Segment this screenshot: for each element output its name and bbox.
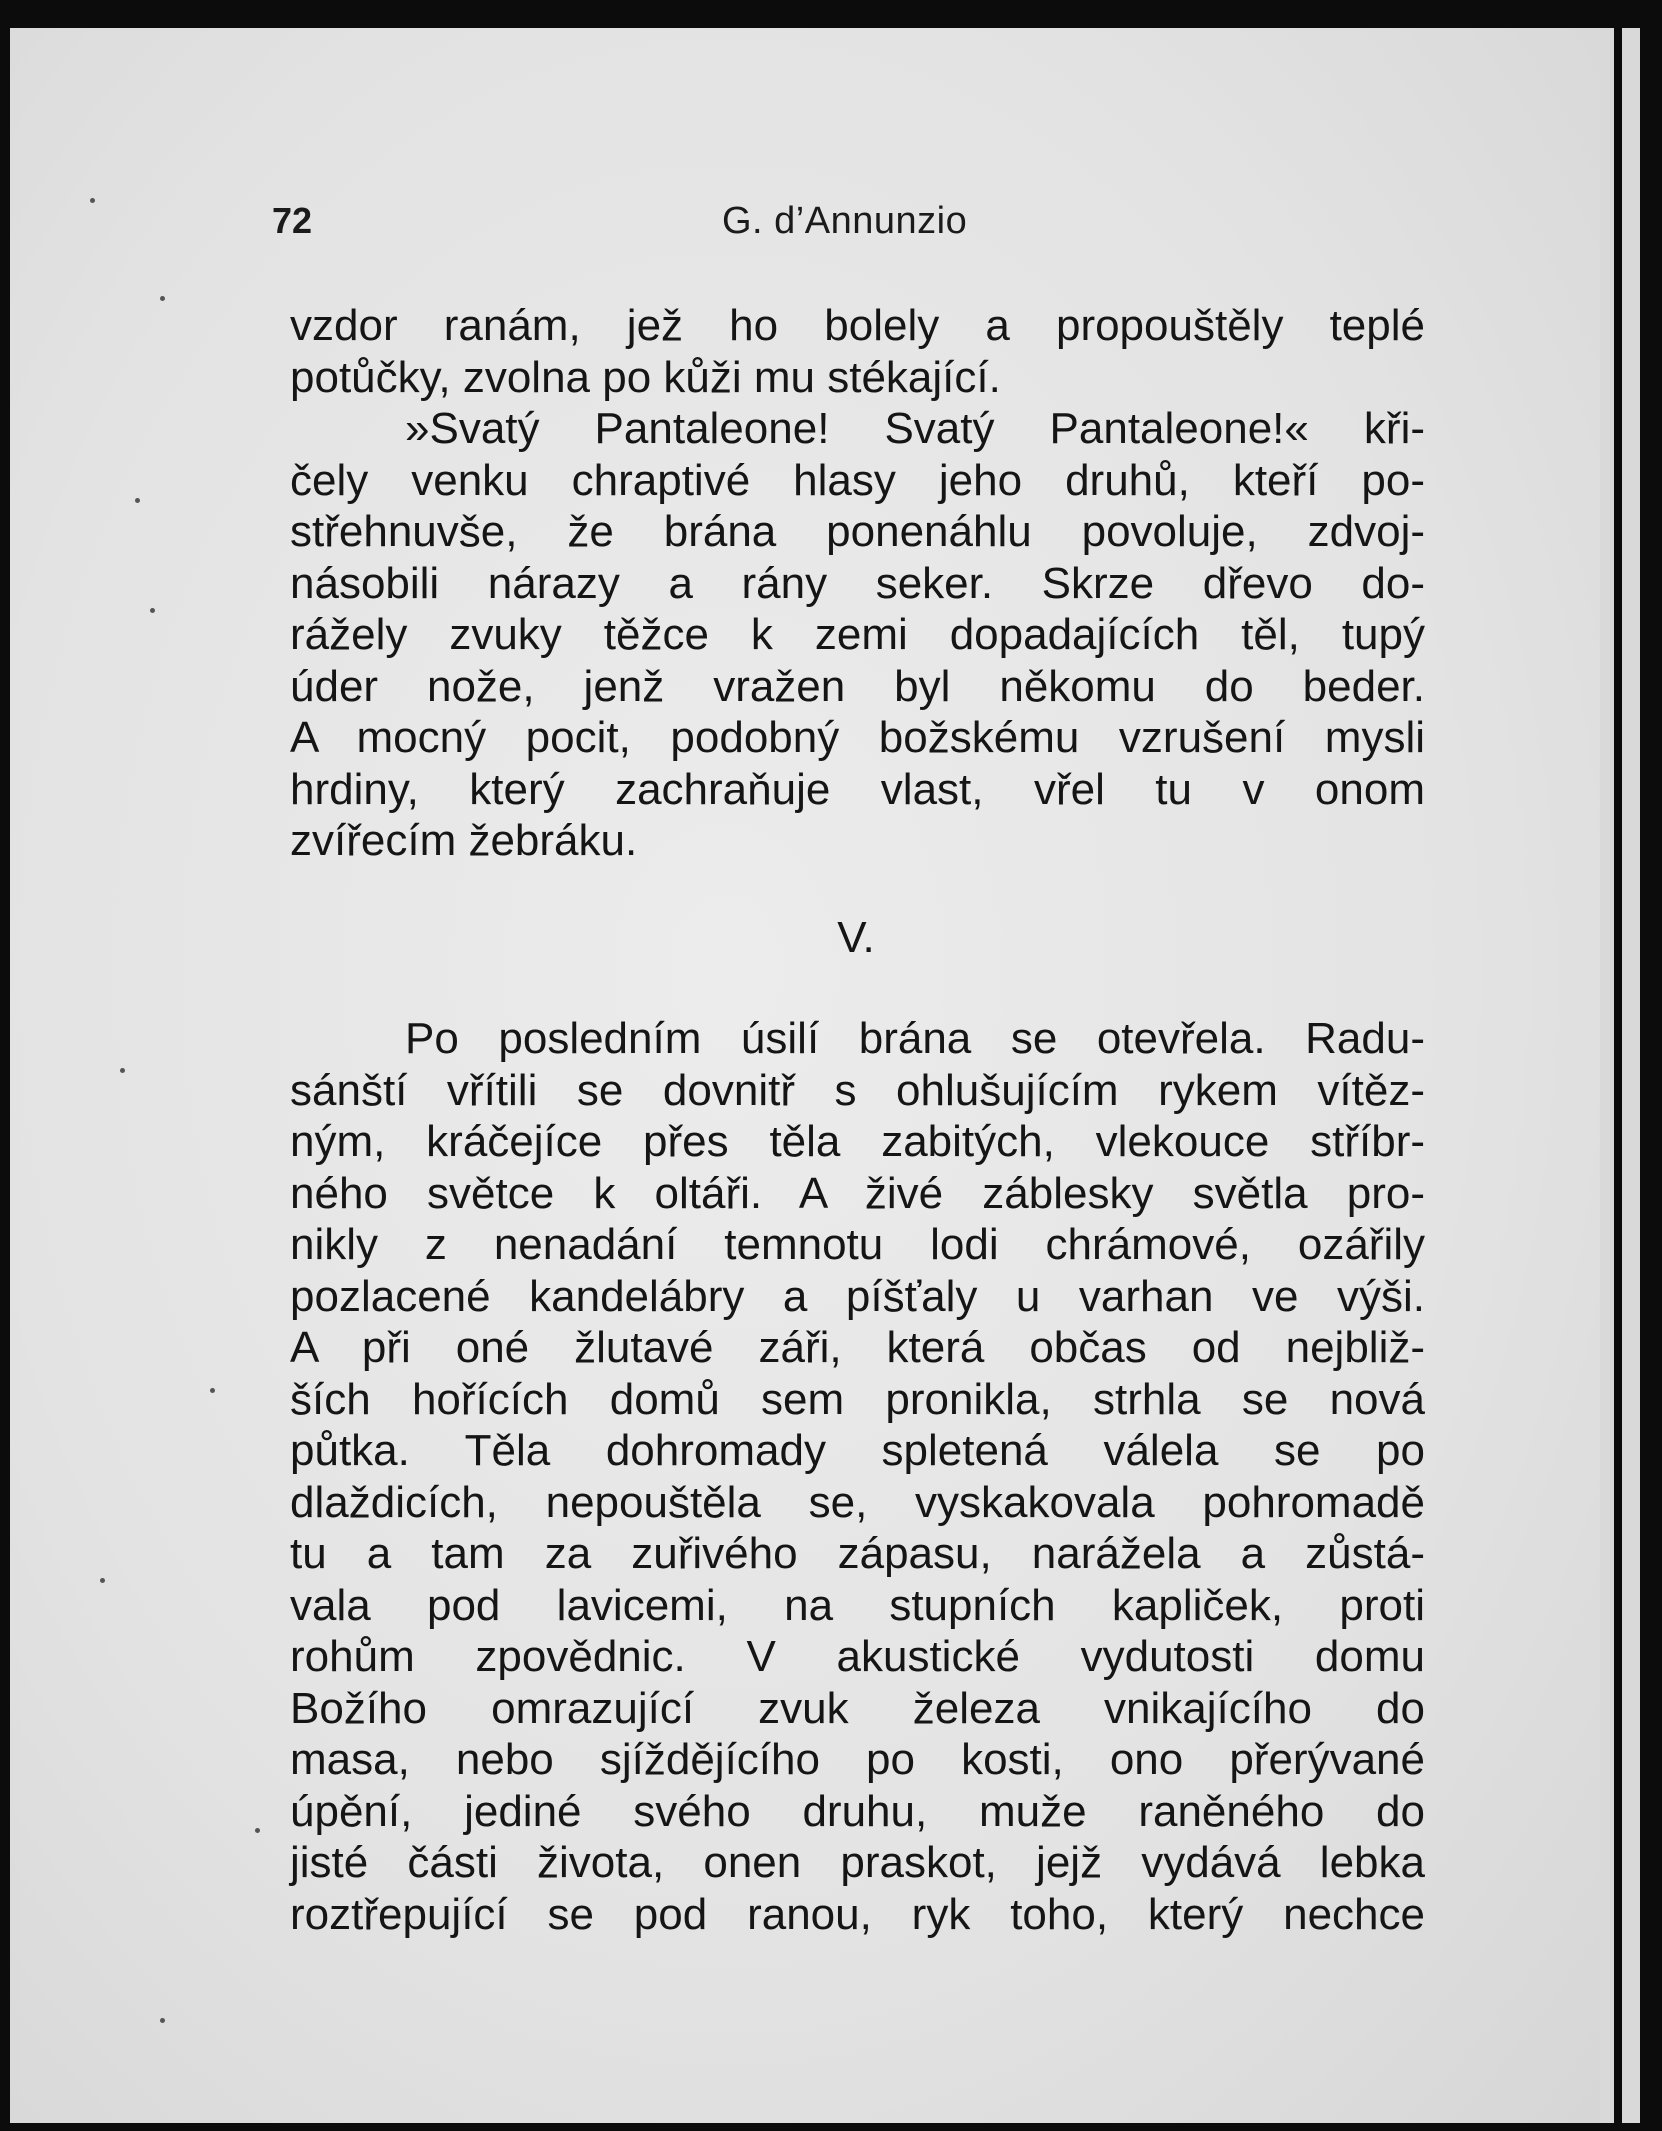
paper-speck — [160, 296, 165, 301]
text-line: sánští vřítili se dovnitř s ohlušujícím rykem vítěz- — [290, 1065, 1425, 1115]
text-line: úder nože, jenž vražen byl někomu do beder. — [290, 661, 1425, 711]
text-line: ným, kráčejíce přes těla zabitých, vlekouce stříbr- — [290, 1117, 1425, 1166]
text-line: zvířecím žebráku. — [290, 816, 638, 865]
paragraph-1 — [290, 300, 1425, 403]
text-line: střehnuvše, že brána ponenáhlu povoluje, zdvoj- — [290, 507, 1425, 556]
text-line: násobili nárazy a rány seker. Skrze dřevo do- — [290, 558, 1425, 608]
paper-speck — [160, 2018, 165, 2023]
text-line: »Svatý Pantaleone! Svatý Pantaleone!« kři- — [405, 404, 1425, 453]
book-page — [10, 28, 1600, 2123]
text-line: potůčky, zvolna po kůži mu stékající. — [290, 352, 1001, 402]
text-line: roztřepující se pod ranou, ryk toho, který nechce — [290, 1889, 1425, 1939]
text-line: jisté části života, onen praskot, jejž vydává lebka — [290, 1838, 1425, 1887]
paper-speck — [100, 1578, 105, 1583]
paragraph-2 — [290, 403, 1425, 867]
text-block-bottom — [290, 1013, 1425, 1940]
text-line: pozlacené kandelábry a píšťaly u varhan ve výši. — [290, 1271, 1425, 1321]
text-line: dlaždicích, nepouštěla se, vyskakovala pohromadě — [290, 1477, 1425, 1527]
text-line: A mocný pocit, podobný božskému vzrušení mysli — [290, 713, 1425, 762]
page-number: 72 — [272, 200, 313, 241]
text-line: ších hořících domů sem pronikla, strhla se nová — [290, 1374, 1425, 1424]
paper-speck — [135, 498, 140, 503]
text-line: rážely zvuky těžce k zemi dopadajících těl, tupý — [290, 610, 1425, 659]
paper-speck — [150, 608, 155, 613]
binding-shadow — [1614, 28, 1622, 2123]
text-line: půtka. Těla dohromady spletená válela se po — [290, 1426, 1425, 1475]
text-line: čely venku chraptivé hlasy jeho druhů, kteří po- — [290, 455, 1425, 505]
text-line: rohům zpovědnic. V akustické vydutosti domu — [290, 1632, 1425, 1681]
paper-speck — [255, 1828, 260, 1833]
text-line: úpění, jediné svého druhu, muže raněného do — [290, 1786, 1425, 1836]
text-block-top — [290, 300, 1425, 867]
text-line: Božího omrazující zvuk železa vnikajícího do — [290, 1683, 1425, 1733]
paragraph-3 — [290, 1013, 1425, 1940]
text-line: tu a tam za zuřivého zápasu, narážela a zůstá- — [290, 1529, 1425, 1578]
text-line: hrdiny, který zachraňuje vlast, vřel tu v onom — [290, 764, 1425, 814]
page-header — [10, 200, 1600, 260]
text-line: masa, nebo sjíždějícího po kosti, ono přerývané — [290, 1735, 1425, 1784]
text-line: nikly z nenadání temnotu lodi chrámové, ozářily — [290, 1220, 1425, 1269]
text-line: A při oné žlutavé záři, která občas od nejbliž- — [290, 1323, 1425, 1372]
text-line: vzdor ranám, jež ho bolely a propouštěly teplé — [290, 301, 1425, 350]
text-line: ného světce k oltáři. A živé záblesky světla pro- — [290, 1168, 1425, 1218]
text-line: Po posledním úsilí brána se otevřela. Radu- — [405, 1014, 1425, 1063]
paper-speck — [210, 1388, 215, 1393]
paper-speck — [120, 1068, 125, 1073]
text-line: vala pod lavicemi, na stupních kapliček, proti — [290, 1580, 1425, 1630]
paper-speck — [90, 198, 95, 203]
running-title: G. d’Annunzio — [722, 200, 968, 242]
section-heading: V. — [837, 913, 875, 962]
